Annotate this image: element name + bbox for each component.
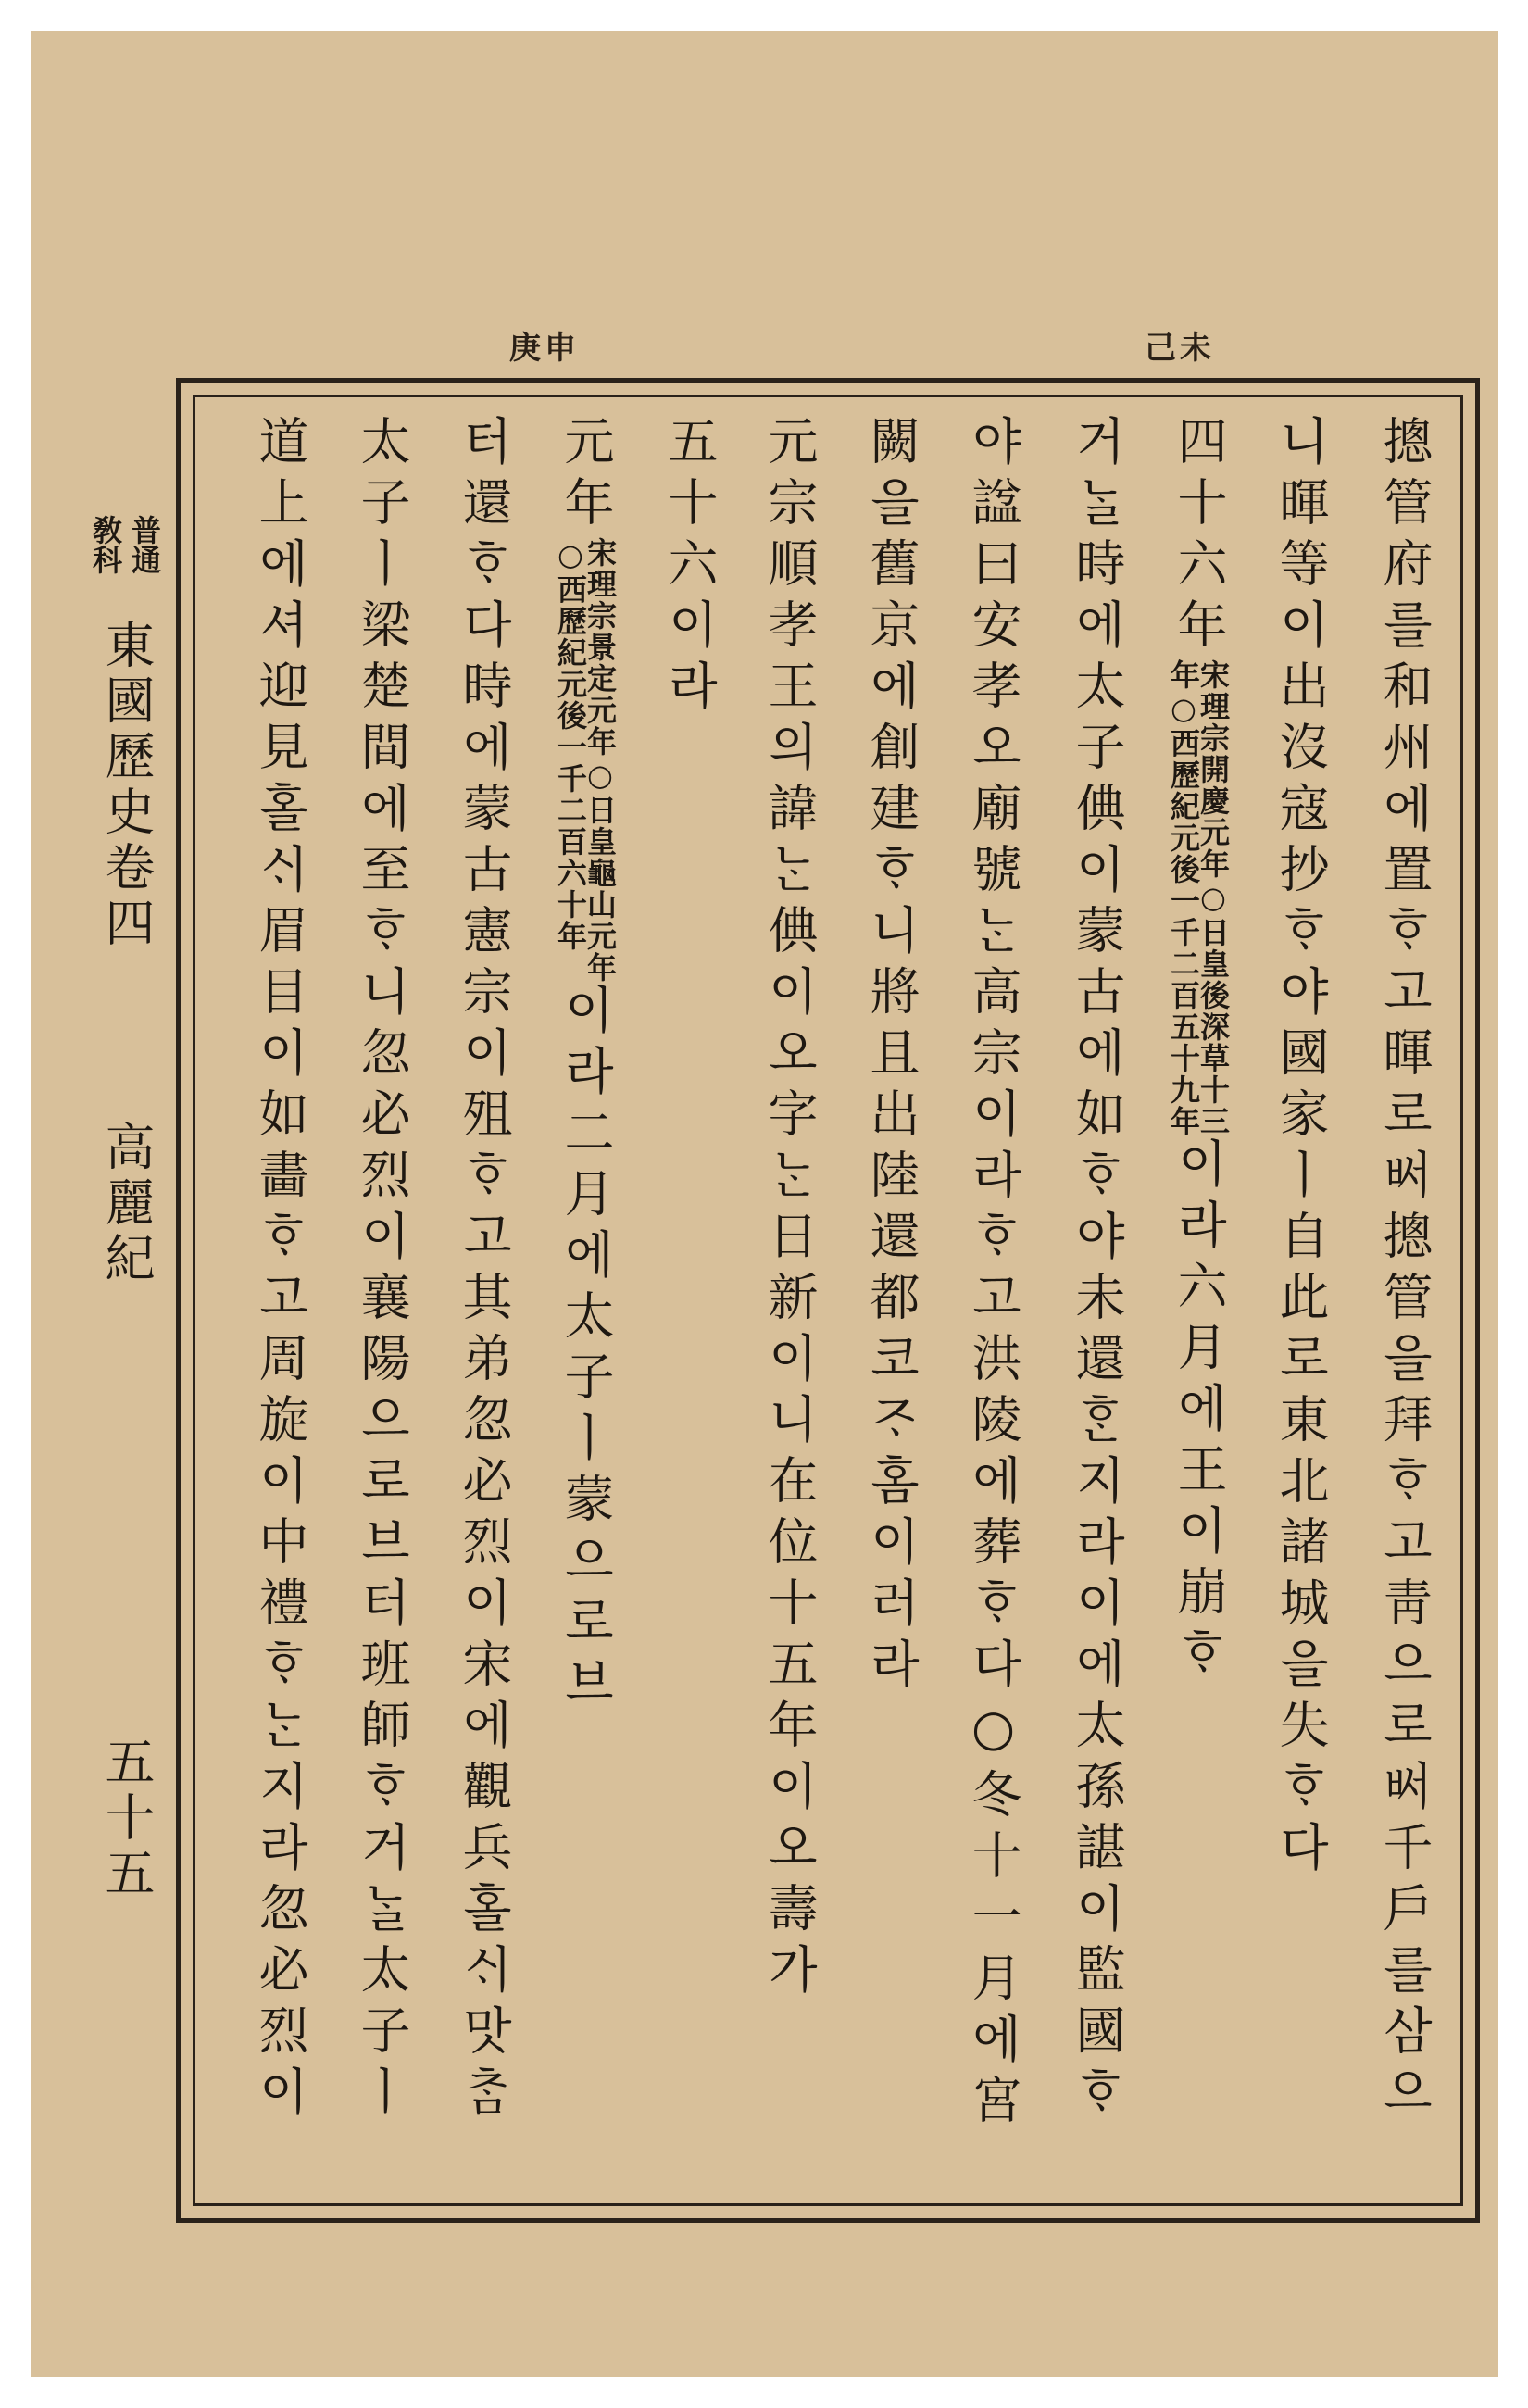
series-label-top: 普通: [127, 515, 162, 574]
column-text: 闕을舊京에創建ᄒᆞ니將且出陸還都코ᄌᆞ홈이러라: [862, 415, 921, 1699]
column-text: 五十六이라: [660, 415, 719, 721]
section-title: 高麗紀: [97, 1121, 156, 1287]
column-text: 야諡曰安孝오廟號ᄂᆞᆫ高宗이라ᄒᆞ고洪陵에葬ᄒᆞ다○冬十一月에宮: [964, 415, 1022, 2135]
column-text: 太子ㅣ梁楚間에至ᄒᆞ니忽必烈이襄陽으로브터班師ᄒᆞ거ᄂᆞᆯ太子ㅣ: [353, 415, 411, 2126]
text-column: [553, 415, 618, 2193]
column-text: 이라二月에太子ㅣ蒙으로브: [557, 984, 615, 1717]
column-text: 四十六年: [1170, 415, 1228, 659]
column-text: 道上에셔迎見홀ᄉᆡ眉目이如畵ᄒᆞ고周旋이中禮ᄒᆞᄂᆞᆫ지라忽必烈이: [251, 415, 309, 2126]
note-line: 宋理宗開慶元年○日皇後深草十三: [1196, 659, 1231, 1137]
book-title: 東國歷史卷四: [97, 619, 156, 952]
text-column: [454, 415, 513, 2193]
text-column: [659, 415, 719, 2193]
column-text: 摠管府를和州에置ᄒᆞ고暉로ᄡᅥ摠管을拜ᄒᆞ고靑으로ᄡᅥ千戶를삼으: [1375, 415, 1434, 2126]
text-column: [1271, 415, 1330, 2193]
column-text: 元宗順孝王의諱ᄂᆞᆫ倎이오字ᄂᆞᆫ日新이니在位十五年이오壽가: [760, 415, 819, 2004]
interlinear-note: [1166, 659, 1231, 1137]
text-column: [352, 415, 411, 2193]
text-column: [1067, 415, 1126, 2193]
note-line: 年○西歷紀元後一千二百五十九年: [1166, 659, 1201, 1137]
text-column: [963, 415, 1022, 2193]
column-text: 元年: [557, 415, 615, 537]
interlinear-note: [553, 537, 618, 984]
note-line: 宋理宗景定元年○日皇龜山元年: [582, 537, 618, 984]
series-label-bottom: 敎科: [88, 515, 123, 574]
text-column: [250, 415, 309, 2193]
cyclical-year-right: 己未: [1145, 330, 1215, 367]
note-line: ○西歷紀元後一千二百六十年: [553, 537, 588, 952]
column-text: 거ᄂᆞᆯ時에太子倎이蒙古에如ᄒᆞ야未還ᄒᆞᆫ지라이에太孫諶이監國ᄒᆞ: [1068, 415, 1126, 2126]
cyclical-year-left: 庚申: [509, 330, 580, 367]
text-column: [1166, 415, 1231, 2193]
page-number: 五十五: [97, 1736, 156, 1902]
column-text: 터還ᄒᆞ다時에蒙古憲宗이殂ᄒᆞ고其弟忽必烈이宋에觀兵홀ᄉᆡ맛ᄎᆞᆷ: [455, 415, 513, 2126]
text-column: [861, 415, 921, 2193]
column-text: 이라六月에王이崩ᄒᆞ: [1170, 1137, 1228, 1687]
text-column: [759, 415, 819, 2193]
column-text: 니暉等이出沒寇抄ᄒᆞ야國家ㅣ自此로東北諸城을失ᄒᆞ다: [1271, 415, 1330, 1882]
text-column: [1374, 415, 1434, 2193]
